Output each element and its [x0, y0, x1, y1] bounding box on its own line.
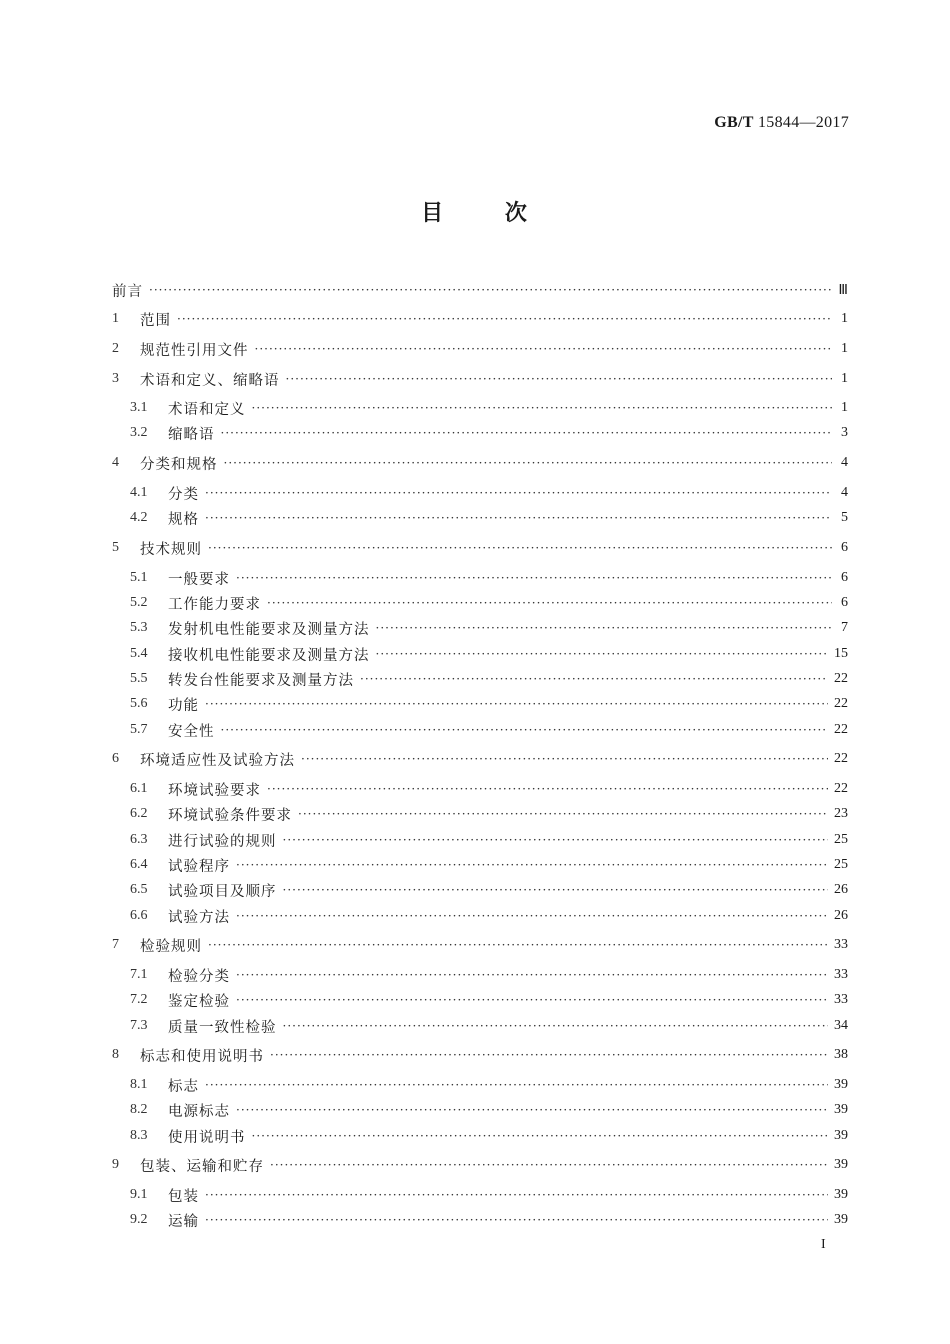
toc-entry-number: 6.5 — [130, 882, 148, 897]
standard-prefix: GB/T — [714, 114, 754, 131]
toc-leader-dots — [360, 668, 828, 690]
toc-entry-number: 3.2 — [130, 425, 148, 440]
toc-entry[interactable] — [112, 905, 848, 927]
toc-entry[interactable] — [112, 964, 848, 986]
toc-entry-label: 包装、运输和贮存 — [140, 1158, 264, 1175]
toc-entry-label: 规范性引用文件 — [140, 342, 249, 359]
toc-entry[interactable] — [112, 1015, 848, 1037]
toc-entry-page: 39 — [834, 1212, 848, 1227]
toc-entry[interactable] — [112, 1184, 848, 1206]
toc-leader-dots — [252, 397, 833, 419]
toc-entry-number: 8.2 — [130, 1102, 148, 1117]
toc-leader-dots — [205, 507, 832, 529]
toc-entry-label: 试验方法 — [168, 909, 230, 926]
toc-entry-page: 33 — [834, 992, 848, 1007]
toc-entry-label: 术语和定义、缩略语 — [140, 372, 280, 389]
toc-entry-number: 7.1 — [130, 967, 148, 982]
toc-entry-number: 6.6 — [130, 908, 148, 923]
toc-entry-number: 6.2 — [130, 806, 148, 821]
toc-entry-number: 4.1 — [130, 485, 148, 500]
toc-entry-label: 安全性 — [168, 723, 215, 740]
toc-leader-dots — [270, 1154, 828, 1176]
toc-entry-label: 环境试验要求 — [168, 782, 261, 799]
toc-entry-label: 分类和规格 — [140, 456, 218, 473]
toc-entry-number: 5.1 — [130, 570, 148, 585]
toc-entry-label: 缩略语 — [168, 426, 215, 443]
toc-entry-label: 分类 — [168, 486, 199, 503]
toc-entry-page: 6 — [841, 540, 848, 555]
toc-entry[interactable] — [112, 668, 848, 690]
toc-entry-label: 电源标志 — [168, 1103, 230, 1120]
toc-entry-label: 功能 — [168, 697, 199, 714]
toc-entry[interactable] — [112, 308, 848, 330]
toc-leader-dots — [255, 338, 833, 360]
toc-entry-number: 6.4 — [130, 857, 148, 872]
toc-entry-page: 39 — [834, 1102, 848, 1117]
toc-entry-number: 5.5 — [130, 671, 148, 686]
toc-leader-dots — [224, 452, 833, 474]
toc-entry-label: 环境适应性及试验方法 — [140, 752, 295, 769]
toc-entry-page: 1 — [841, 371, 848, 386]
toc-leader-dots — [376, 617, 833, 639]
toc-leader-dots — [236, 964, 828, 986]
toc-leader-dots — [149, 279, 832, 301]
toc-entry-number: 2 — [112, 341, 119, 356]
toc-leader-dots — [286, 368, 833, 390]
toc-entry[interactable] — [112, 1044, 848, 1066]
toc-leader-dots — [221, 422, 833, 444]
toc-entry[interactable] — [112, 854, 848, 876]
toc-entry-page: 22 — [834, 781, 848, 796]
toc-entry-number: 5.3 — [130, 620, 148, 635]
toc-leader-dots — [208, 934, 828, 956]
toc-entry-page: 4 — [841, 485, 848, 500]
toc-entry[interactable] — [112, 803, 848, 825]
toc-entry[interactable] — [112, 719, 848, 741]
standard-number: 15844—2017 — [758, 114, 849, 131]
toc-entry-page: 1 — [841, 400, 848, 415]
toc-entry[interactable] — [112, 507, 848, 529]
toc-entry-page: 22 — [834, 696, 848, 711]
toc-entry-number: 9.2 — [130, 1212, 148, 1227]
toc-entry-label: 标志 — [168, 1078, 199, 1095]
toc-entry-number: 7.2 — [130, 992, 148, 1007]
toc-entry-label: 一般要求 — [168, 571, 230, 588]
toc-entry[interactable] — [112, 397, 848, 419]
toc-entry-number: 9 — [112, 1157, 119, 1172]
toc-entry-page: 22 — [834, 671, 848, 686]
toc-entry-page: 39 — [834, 1077, 848, 1092]
toc-leader-dots — [236, 854, 828, 876]
toc-leader-dots — [205, 1074, 828, 1096]
toc-entry-page: 26 — [834, 882, 848, 897]
toc-entry-page: 39 — [834, 1157, 848, 1172]
toc-entry-page: 15 — [834, 646, 848, 661]
toc-entry-label: 鉴定检验 — [168, 993, 230, 1010]
toc-leader-dots — [205, 482, 832, 504]
standard-code — [714, 114, 849, 132]
toc-entry-number: 8.1 — [130, 1077, 148, 1092]
toc-entry-page: 33 — [834, 967, 848, 982]
toc-entry[interactable] — [112, 279, 848, 301]
toc-entry-number: 5.7 — [130, 722, 148, 737]
toc-entry-label: 质量一致性检验 — [168, 1019, 277, 1036]
toc-leader-dots — [252, 1125, 829, 1147]
toc-entry-number: 4.2 — [130, 510, 148, 525]
toc-entry-page: Ⅲ — [838, 282, 848, 298]
toc-entry-label: 运输 — [168, 1213, 199, 1230]
toc-entry-page: 26 — [834, 908, 848, 923]
toc-entry-page: 39 — [834, 1187, 848, 1202]
toc-entry[interactable] — [112, 422, 848, 444]
toc-entry-label: 环境试验条件要求 — [168, 807, 292, 824]
toc-entry-label: 工作能力要求 — [168, 596, 261, 613]
toc-entry-label: 接收机电性能要求及测量方法 — [168, 647, 370, 664]
toc-entry-label: 术语和定义 — [168, 401, 246, 418]
toc-entry[interactable] — [112, 1154, 848, 1176]
toc-entry[interactable] — [112, 1099, 848, 1121]
toc-leader-dots — [283, 879, 829, 901]
toc-entry-number: 3.1 — [130, 400, 148, 415]
toc-entry[interactable] — [112, 368, 848, 390]
toc-leader-dots — [283, 1015, 829, 1037]
toc-entry-page: 33 — [834, 937, 848, 952]
toc-leader-dots — [236, 989, 828, 1011]
toc-entry-label: 转发台性能要求及测量方法 — [168, 672, 354, 689]
toc-leader-dots — [283, 829, 829, 851]
toc-entry[interactable] — [112, 482, 848, 504]
toc-entry-number: 7.3 — [130, 1018, 148, 1033]
toc-entry-page: 39 — [834, 1128, 848, 1143]
toc-entry-label: 试验项目及顺序 — [168, 883, 277, 900]
toc-entry[interactable] — [112, 1125, 848, 1147]
toc-entry-page: 7 — [841, 620, 848, 635]
toc-entry-page: 23 — [834, 806, 848, 821]
toc-entry-page: 4 — [841, 455, 848, 470]
toc-entry-page: 34 — [834, 1018, 848, 1033]
toc-entry-page: 25 — [834, 857, 848, 872]
toc-entry-page: 6 — [841, 570, 848, 585]
toc-entry-number: 4 — [112, 455, 119, 470]
toc-leader-dots — [236, 567, 832, 589]
toc-entry[interactable] — [112, 338, 848, 360]
toc-entry-label: 包装 — [168, 1188, 199, 1205]
toc-entry-label: 范围 — [140, 312, 171, 329]
toc-entry[interactable] — [112, 693, 848, 715]
toc-entry-page: 1 — [841, 341, 848, 356]
toc-entry-number: 5.4 — [130, 646, 148, 661]
page-number: I — [821, 1237, 826, 1252]
toc-entry-page: 25 — [834, 832, 848, 847]
toc-leader-dots — [205, 1184, 828, 1206]
toc-leader-dots — [208, 537, 832, 559]
toc-leader-dots — [267, 778, 828, 800]
toc-entry[interactable] — [112, 617, 848, 639]
toc-leader-dots — [221, 719, 829, 741]
toc-entry-label: 前言 — [112, 283, 143, 300]
toc-leader-dots — [205, 1209, 828, 1231]
toc-entry[interactable] — [112, 567, 848, 589]
toc-entry-label: 检验规则 — [140, 938, 202, 955]
toc-entry-label: 技术规则 — [140, 541, 202, 558]
toc-entry[interactable] — [112, 778, 848, 800]
toc-entry[interactable] — [112, 879, 848, 901]
toc-entry[interactable] — [112, 1074, 848, 1096]
toc-leader-dots — [205, 693, 828, 715]
toc-entry-number: 8 — [112, 1047, 119, 1062]
toc-entry-number: 5 — [112, 540, 119, 555]
toc-entry-label: 检验分类 — [168, 968, 230, 985]
toc-entry-page: 5 — [841, 510, 848, 525]
toc-leader-dots — [301, 748, 828, 770]
toc-entry[interactable] — [112, 537, 848, 559]
page-title: 目 次 — [421, 201, 529, 226]
toc-entry-page: 6 — [841, 595, 848, 610]
toc-entry-number: 7 — [112, 937, 119, 952]
toc-entry-number: 1 — [112, 311, 119, 326]
toc-entry-label: 标志和使用说明书 — [140, 1048, 264, 1065]
toc-entry-number: 6.1 — [130, 781, 148, 796]
toc-entry[interactable] — [112, 452, 848, 474]
toc-entry-number: 8.3 — [130, 1128, 148, 1143]
toc-leader-dots — [267, 592, 832, 614]
toc-entry[interactable] — [112, 592, 848, 614]
toc-entry-label: 使用说明书 — [168, 1129, 246, 1146]
toc-leader-dots — [236, 905, 828, 927]
toc-leader-dots — [298, 803, 828, 825]
toc-entry-page: 38 — [834, 1047, 848, 1062]
toc-leader-dots — [270, 1044, 828, 1066]
toc-entry[interactable] — [112, 829, 848, 851]
toc-entry-page: 1 — [841, 311, 848, 326]
toc-entry-page: 22 — [834, 722, 848, 737]
toc-entry[interactable] — [112, 1209, 848, 1231]
toc-entry-number: 5.2 — [130, 595, 148, 610]
toc-entry-label: 进行试验的规则 — [168, 833, 277, 850]
toc-entry[interactable] — [112, 748, 848, 770]
toc-entry-number: 6 — [112, 751, 119, 766]
toc-entry-number: 6.3 — [130, 832, 148, 847]
toc-entry-page: 3 — [841, 425, 848, 440]
toc-entry-number: 5.6 — [130, 696, 148, 711]
toc-leader-dots — [177, 308, 832, 330]
toc-entry[interactable] — [112, 643, 848, 665]
toc-entry-label: 规格 — [168, 511, 199, 528]
toc-entry[interactable] — [112, 934, 848, 956]
toc-entry-label: 发射机电性能要求及测量方法 — [168, 621, 370, 638]
toc-entry-number: 9.1 — [130, 1187, 148, 1202]
toc-leader-dots — [376, 643, 829, 665]
toc-entry[interactable] — [112, 989, 848, 1011]
toc-leader-dots — [236, 1099, 828, 1121]
toc-entry-label: 试验程序 — [168, 858, 230, 875]
toc-entry-number: 3 — [112, 371, 119, 386]
toc-entry-page: 22 — [834, 751, 848, 766]
